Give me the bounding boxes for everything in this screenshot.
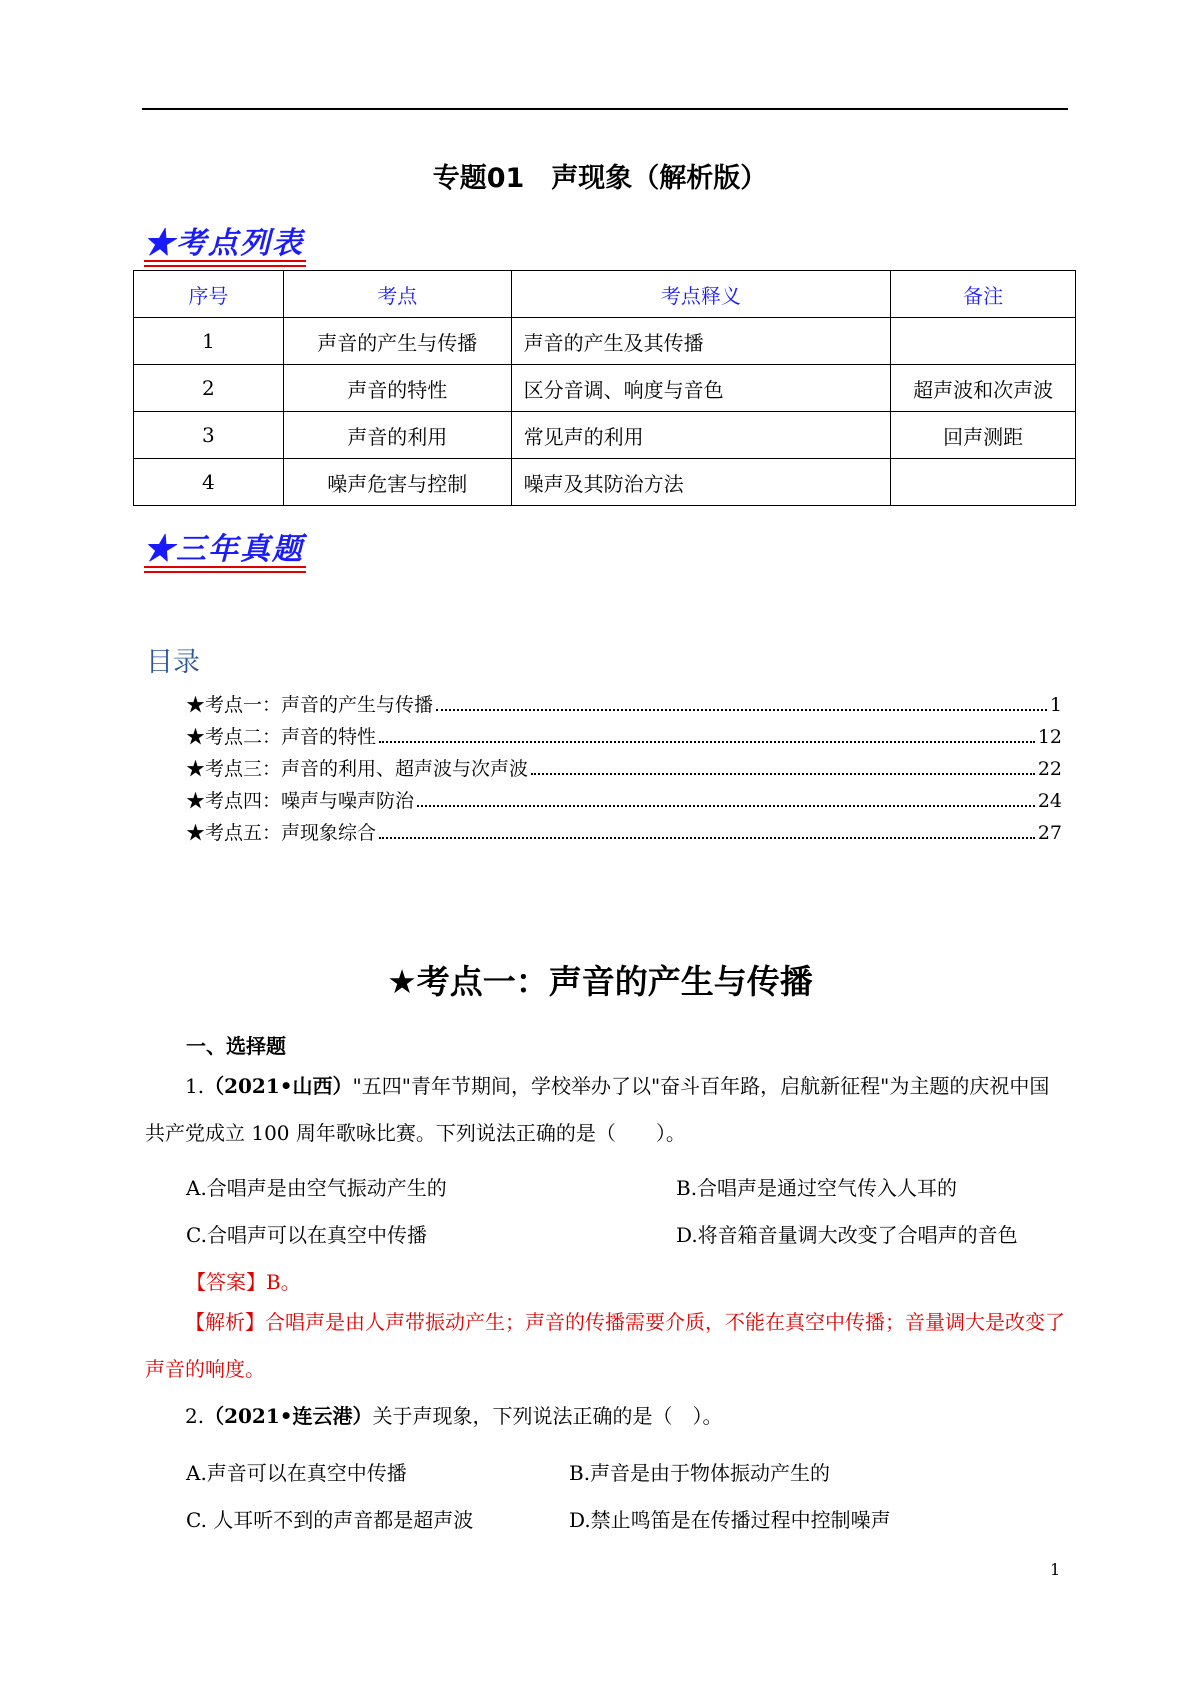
toc-item-page: 22 <box>1037 758 1062 780</box>
question-number: 1. <box>185 1074 205 1098</box>
toc-item[interactable] <box>186 818 1062 850</box>
toc-leader <box>379 741 1035 743</box>
table-cell <box>891 459 1076 506</box>
question-1-answer: 【答案】B。 <box>186 1270 301 1294</box>
table-cell: 声音的产生与传播 <box>283 318 511 365</box>
table-header-row <box>134 271 1076 318</box>
table-cell: 1 <box>134 318 284 365</box>
question-1-option-a: A.合唱声是由空气振动产生的 <box>186 1176 447 1200</box>
toc-leader <box>436 709 1047 711</box>
question-2-option-d: D.禁止鸣笛是在传播过程中控制噪声 <box>569 1508 891 1532</box>
toc-leader <box>379 837 1035 839</box>
toc-item-title: ★考点三：声音的利用、超声波与次声波 <box>186 758 529 780</box>
banner-exam-points-label: ★考点列表 <box>144 226 304 261</box>
question-text: "五四"青年节期间，学校举办了以"奋斗百年路，启航新征程"为主题的庆祝中国共产党成立 100 周年歌咏比赛。下列说法正确的是（ ）。 <box>145 1074 1050 1145</box>
toc-item[interactable] <box>186 722 1062 754</box>
toc-item-title: ★考点一：声音的产生与传播 <box>186 694 434 716</box>
question-number: 2. <box>185 1404 205 1428</box>
table-header-cell: 序号 <box>134 271 284 318</box>
table-row <box>134 412 1076 459</box>
table-row <box>134 459 1076 506</box>
toc-item[interactable] <box>186 786 1062 818</box>
question-1-option-b: B.合唱声是通过空气传入人耳的 <box>676 1176 958 1200</box>
table-header-cell: 考点 <box>283 271 511 318</box>
banner-underline <box>144 571 306 573</box>
toc-item-page: 1 <box>1049 694 1062 716</box>
table-cell: 声音的产生及其传播 <box>511 318 891 365</box>
exam-points-table <box>133 270 1076 506</box>
table-row <box>134 365 1076 412</box>
table-cell: 声音的特性 <box>283 365 511 412</box>
table-cell: 超声波和次声波 <box>891 365 1076 412</box>
page-number: 1 <box>1050 1560 1061 1579</box>
table-of-contents <box>186 690 1062 850</box>
table-cell: 声音的利用 <box>283 412 511 459</box>
toc-item[interactable] <box>186 754 1062 786</box>
banner-exam-points <box>144 218 304 262</box>
toc-item-page: 12 <box>1037 726 1062 748</box>
banner-underline <box>144 265 306 267</box>
table-header-cell: 备注 <box>891 271 1076 318</box>
question-2-option-a: A.声音可以在真空中传播 <box>186 1461 407 1485</box>
banner-past-exams <box>144 524 304 568</box>
toc-item-title: ★考点四：噪声与噪声防治 <box>186 790 415 812</box>
toc-item-title: ★考点二：声音的特性 <box>186 726 377 748</box>
table-cell: 2 <box>134 365 284 412</box>
table-cell: 回声测距 <box>891 412 1076 459</box>
table-cell: 噪声及其防治方法 <box>511 459 891 506</box>
table-cell <box>891 318 1076 365</box>
toc-item-page: 27 <box>1037 822 1062 844</box>
question-text: 关于声现象，下列说法正确的是（ ）。 <box>372 1404 723 1428</box>
section-title: ★考点一：声音的产生与传播 <box>387 962 813 1001</box>
table-header-cell: 考点释义 <box>511 271 891 318</box>
header-rule <box>142 108 1068 110</box>
toc-heading: 目录 <box>146 647 200 678</box>
table-cell: 噪声危害与控制 <box>283 459 511 506</box>
question-1-stem <box>145 1063 1065 1157</box>
banner-past-exams-label: ★三年真题 <box>144 532 304 567</box>
question-2-option-c: C. 人耳听不到的声音都是超声波 <box>186 1508 474 1532</box>
table-cell: 4 <box>134 459 284 506</box>
question-source: （2021•连云港） <box>204 1404 373 1428</box>
banner-underline <box>144 260 306 262</box>
table-cell: 3 <box>134 412 284 459</box>
question-1-analysis: 【解析】合唱声是由人声带振动产生；声音的传播需要介质，不能在真空中传播；音量调大是改变了声音的响度。 <box>145 1310 1065 1381</box>
toc-item[interactable] <box>186 690 1062 722</box>
table-row <box>134 318 1076 365</box>
table-cell: 常见声的利用 <box>511 412 891 459</box>
toc-leader <box>531 773 1035 775</box>
toc-leader <box>417 805 1035 807</box>
table-cell: 区分音调、响度与音色 <box>511 365 891 412</box>
question-2-stem <box>145 1393 1065 1440</box>
question-1-option-d: D.将音箱音量调大改变了合唱声的音色 <box>676 1223 1018 1247</box>
question-1-option-c: C.合唱声可以在真空中传播 <box>186 1223 427 1247</box>
question-2-option-b: B.声音是由于物体振动产生的 <box>569 1461 831 1485</box>
banner-underline <box>144 566 306 568</box>
toc-item-title: ★考点五：声现象综合 <box>186 822 377 844</box>
document-title: 专题01 声现象（解析版） <box>432 163 768 194</box>
question-source: （2021•山西） <box>204 1074 353 1098</box>
toc-item-page: 24 <box>1037 790 1062 812</box>
subsection-title: 一、选择题 <box>186 1034 286 1058</box>
